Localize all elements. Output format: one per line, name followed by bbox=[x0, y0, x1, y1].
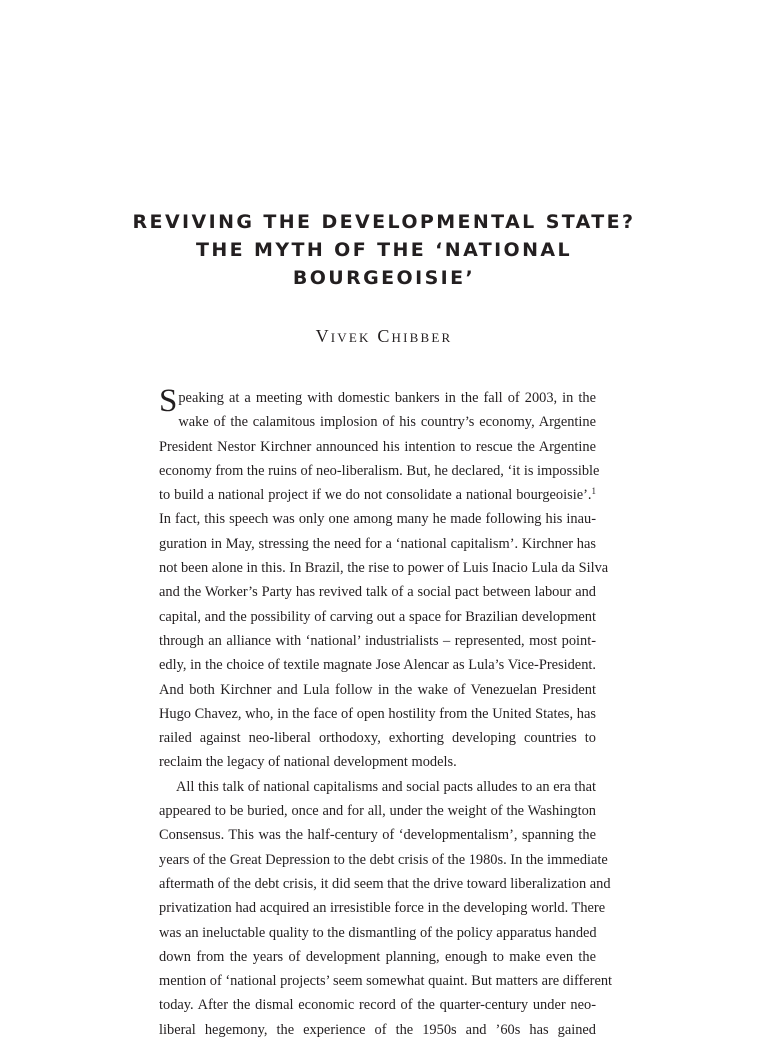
body-line: Hugo Chavez, who, in the face of open hostility from the United States, has bbox=[159, 705, 596, 722]
body-line: aftermath of the debt crisis, it did seem that the drive toward liberalization and bbox=[159, 875, 611, 892]
body-line: capital, and the possibility of carving out a space for Brazilian development bbox=[159, 608, 596, 625]
body-line: appeared to be buried, once and for all, under the weight of the Washington bbox=[159, 803, 596, 820]
body-line: All this talk of national capitalisms and social pacts alludes to an era that bbox=[176, 778, 596, 795]
body-line-with-footnote bbox=[159, 483, 596, 507]
body-line: down from the years of development planning, enough to make even the bbox=[159, 948, 596, 965]
body-line: economy from the ruins of neo-liberalism. But, he declared, ‘it is impossible bbox=[159, 462, 600, 479]
body-line: wake of the calamitous implosion of his country’s economy, Argentine bbox=[178, 414, 596, 431]
body-line: privatization had acquired an irresistible force in the developing world. There bbox=[159, 900, 606, 917]
body-line: In fact, this speech was only one among many he made following his inau- bbox=[159, 511, 596, 528]
body-line: edly, in the choice of textile magnate Jose Alencar as Lula’s Vice-President. bbox=[159, 657, 596, 674]
article-title bbox=[120, 208, 648, 292]
author-name: Vivek Chibber bbox=[315, 326, 453, 346]
paragraph-2 bbox=[159, 775, 613, 1042]
article-body bbox=[159, 383, 613, 1042]
title-line-2: THE MYTH OF THE ‘NATIONAL bbox=[195, 239, 573, 261]
drop-cap: S bbox=[159, 383, 178, 419]
body-line: through an alliance with ‘national’ industrialists – represented, most point- bbox=[159, 632, 596, 649]
body-line: years of the Great Depression to the debt crisis of the 1980s. In the immediate bbox=[159, 851, 608, 868]
body-line: was an ineluctable quality to the dismantling of the policy apparatus handed bbox=[159, 924, 597, 941]
body-line: today. After the dismal economic record of the quarter-century under neo- bbox=[159, 997, 596, 1014]
body-line: Consensus. This was the half-century of ‘developmentalism’, spanning the bbox=[159, 827, 596, 844]
body-line: President Nestor Kirchner announced his intention to rescue the Argentine bbox=[159, 438, 596, 455]
body-line: not been alone in this. In Brazil, the rise to power of Luis Inacio Lula da Silva bbox=[159, 560, 609, 577]
body-line: and the Worker’s Party has revived talk of a social pact between labour and bbox=[159, 584, 596, 601]
body-line-text: to build a national project if we do not consolidate a national bourgeoisie’. bbox=[159, 487, 592, 504]
paragraph-1 bbox=[159, 383, 609, 775]
body-line: railed against neo-liberal orthodoxy, exhorting developing countries to bbox=[159, 730, 596, 747]
body-line: liberal hegemony, the experience of the 1950s and ’60s has gained bbox=[159, 1021, 596, 1038]
title-line-3: BOURGEOISIE’ bbox=[292, 267, 476, 289]
body-line: reclaim the legacy of national development models. bbox=[159, 754, 457, 771]
body-line: And both Kirchner and Lula follow in the wake of Venezuelan President bbox=[159, 681, 596, 698]
body-line: mention of ‘national projects’ seem somewhat quaint. But matters are different bbox=[159, 973, 613, 990]
title-line-1: REVIVING THE DEVELOPMENTAL STATE? bbox=[132, 211, 636, 233]
body-line: peaking at a meeting with domestic bankers in the fall of 2003, in the bbox=[178, 390, 596, 406]
body-line: guration in May, stressing the need for a ‘national capitalism’. Kirchner has bbox=[159, 535, 596, 552]
footnote-marker[interactable]: 1 bbox=[591, 486, 596, 497]
